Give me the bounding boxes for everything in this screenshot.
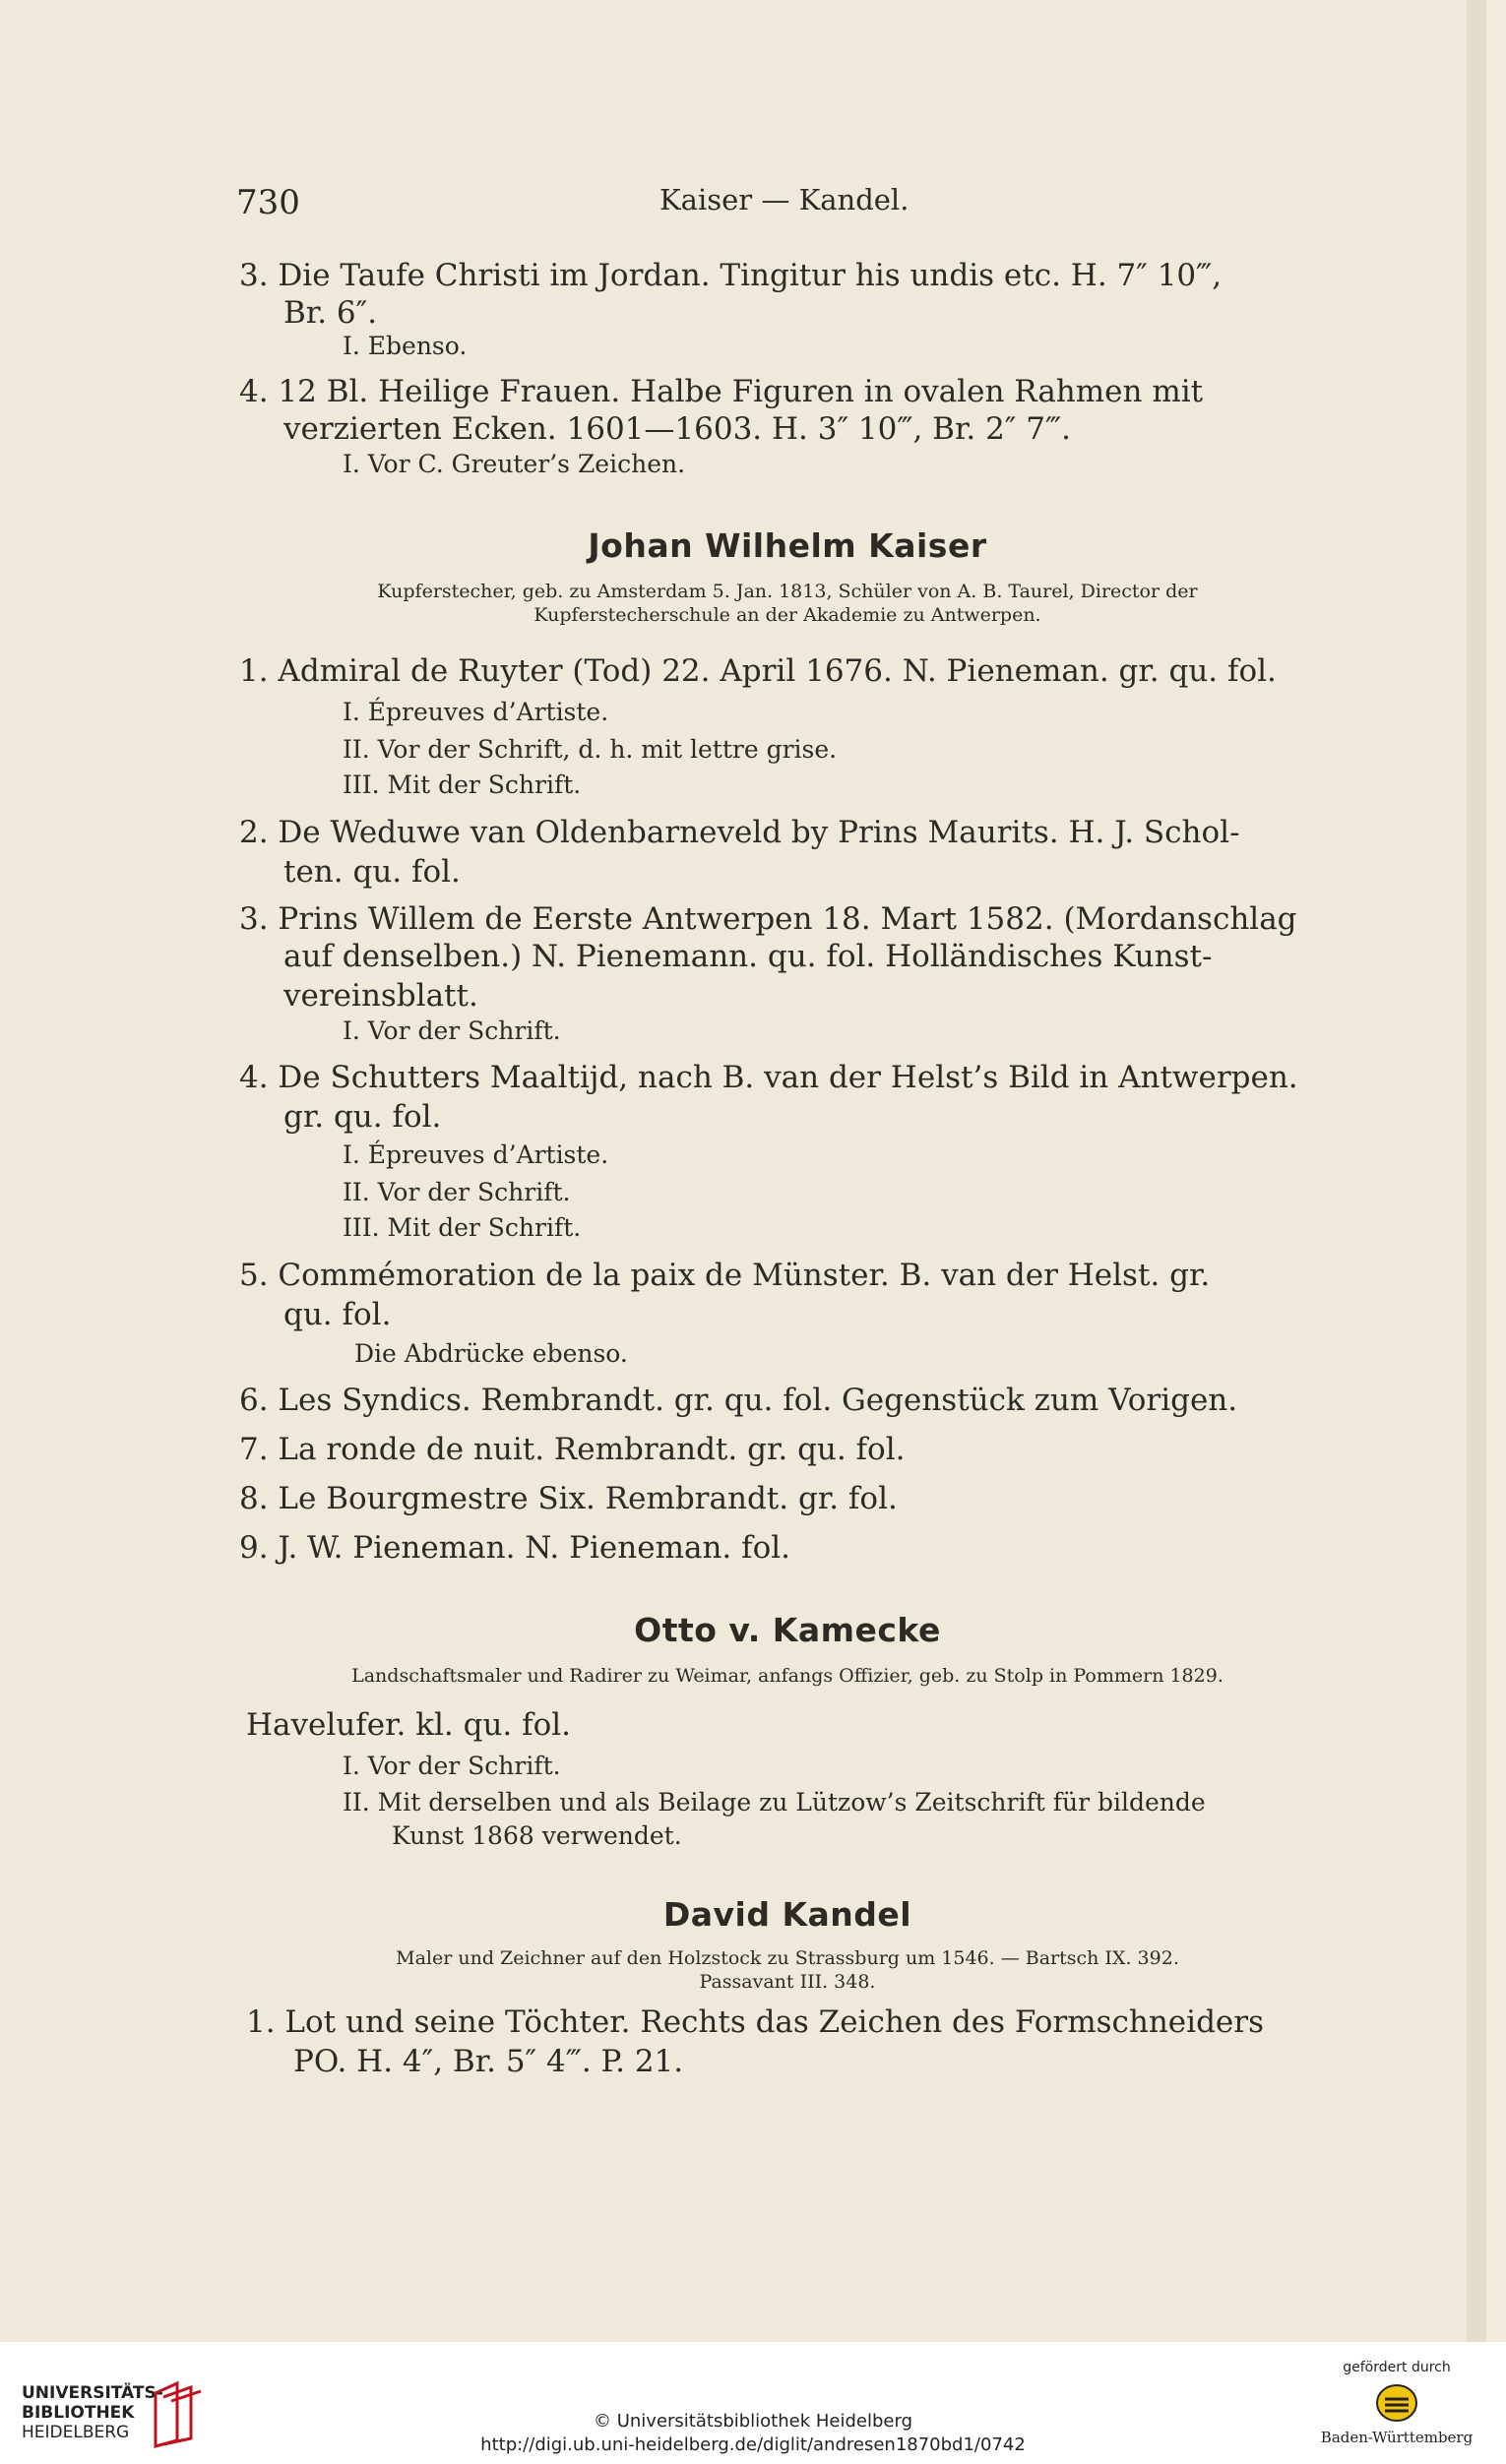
logo-line: HEIDELBERG bbox=[22, 2423, 130, 2442]
entry-line: 6. Les Syndics. Rembrandt. gr. qu. fol. Gegenstück zum Vorigen. bbox=[239, 1383, 1238, 1418]
entry-line: 4. De Schutters Maaltijd, nach B. van der Helst’s Bild in Antwerpen. bbox=[239, 1060, 1298, 1095]
funding-credit bbox=[1313, 2360, 1480, 2446]
entry-line: 8. Le Bourgmestre Six. Rembrandt. gr. fol. bbox=[239, 1481, 898, 1516]
logo-line: BIBLIOTHEK bbox=[22, 2403, 135, 2423]
artist-bio: Passavant III. 348. bbox=[699, 1971, 876, 1993]
entry-line: Havelufer. kl. qu. fol. bbox=[246, 1707, 572, 1743]
entry-line: auf denselben.) N. Pienemann. qu. fol. Holländisches Kunst- bbox=[283, 939, 1213, 974]
source-url-link[interactable]: http://digi.ub.uni-heidelberg.de/diglit/andresen1870bd1/0742 bbox=[480, 2434, 1026, 2455]
artist-bio: Landschaftsmaler und Radirer zu Weimar, anfangs Offizier, geb. zu Stolp in Pommern 1829. bbox=[351, 1665, 1224, 1687]
entry-line: ten. qu. fol. bbox=[283, 854, 461, 890]
library-footer bbox=[0, 2342, 1506, 2464]
logo-line: UNIVERSITÄTS- bbox=[22, 2383, 163, 2403]
entry-line: 9. J. W. Pieneman. N. Pieneman. fol. bbox=[239, 1530, 791, 1566]
state-line: III. Mit der Schrift. bbox=[343, 1213, 582, 1242]
entry-line: 7. La ronde de nuit. Rembrandt. gr. qu. fol. bbox=[239, 1432, 906, 1467]
funded-label: gefördert durch bbox=[1343, 2360, 1451, 2375]
state-line: II. Vor der Schrift. bbox=[343, 1178, 571, 1206]
entry-line: 3. Prins Willem de Eerste Antwerpen 18. Mart 1582. (Mordanschlag bbox=[239, 901, 1297, 937]
state-line: III. Mit der Schrift. bbox=[343, 770, 582, 799]
entry-line: 1. Lot und seine Töchter. Rechts das Zeichen des Formschneiders bbox=[246, 2004, 1264, 2040]
state-line: I. Vor der Schrift. bbox=[343, 1016, 561, 1045]
state-coat-of-arms-icon bbox=[1375, 2381, 1418, 2425]
page-header bbox=[236, 183, 925, 222]
entry-line: gr. qu. fol. bbox=[283, 1099, 442, 1135]
entry-line: 5. Commémoration de la paix de Münster. B. van der Helst. gr. bbox=[239, 1258, 1211, 1293]
running-head: Kaiser — Kandel. bbox=[659, 183, 910, 216]
artist-heading: Otto v. Kamecke bbox=[634, 1611, 941, 1649]
page-number: 730 bbox=[236, 183, 300, 222]
entry-line: vereinsblatt. bbox=[283, 978, 478, 1014]
page-edge bbox=[1467, 0, 1486, 2342]
state-line: II. Mit derselben und als Beilage zu Lützow’s Zeitschrift für bildende bbox=[343, 1788, 1206, 1817]
copyright-text: © Universitätsbibliothek Heidelberg bbox=[593, 2411, 912, 2432]
state-line: II. Vor der Schrift, d. h. mit lettre grise. bbox=[343, 735, 838, 764]
entry-line: Br. 6″. bbox=[283, 295, 378, 331]
artist-heading: David Kandel bbox=[662, 1895, 912, 1934]
note-line: Die Abdrücke ebenso. bbox=[354, 1339, 628, 1368]
state-line: I. Épreuves d’Artiste. bbox=[343, 698, 609, 726]
state-line: I. Ebenso. bbox=[343, 332, 468, 360]
entry-line: 1. Admiral de Ruyter (Tod) 22. April 1676. N. Pieneman. gr. qu. fol. bbox=[239, 653, 1277, 689]
state-line: I. Vor C. Greuter’s Zeichen. bbox=[343, 450, 686, 478]
state-line: Kunst 1868 verwendet. bbox=[392, 1821, 682, 1850]
entry-line: qu. fol. bbox=[283, 1297, 392, 1332]
entry-line: 2. De Weduwe van Oldenbarneveld by Prins Maurits. H. J. Schol- bbox=[239, 815, 1240, 850]
state-line: I. Vor der Schrift. bbox=[343, 1752, 561, 1780]
funder-name: Baden-Württemberg bbox=[1320, 2429, 1474, 2446]
entry-line: PO. H. 4″, Br. 5″ 4‴. P. 21. bbox=[293, 2044, 684, 2079]
artist-heading: Johan Wilhelm Kaiser bbox=[588, 526, 987, 565]
state-line: I. Épreuves d’Artiste. bbox=[343, 1140, 609, 1169]
artist-bio: Maler und Zeichner auf den Holzstock zu Strassburg um 1546. — Bartsch IX. 392. bbox=[396, 1947, 1179, 1969]
entry-line: 4. 12 Bl. Heilige Frauen. Halbe Figuren in ovalen Rahmen mit bbox=[239, 374, 1204, 409]
artist-bio: Kupferstecherschule an der Akademie zu Antwerpen. bbox=[533, 604, 1041, 626]
artist-bio: Kupferstecher, geb. zu Amsterdam 5. Jan. 1813, Schüler von A. B. Taurel, Director der bbox=[377, 581, 1198, 602]
entry-line: verzierten Ecken. 1601—1603. H. 3″ 10‴, Br. 2″ 7‴. bbox=[283, 411, 1071, 447]
entry-line: 3. Die Taufe Christi im Jordan. Tingitur his undis etc. H. 7″ 10‴, bbox=[239, 258, 1223, 293]
